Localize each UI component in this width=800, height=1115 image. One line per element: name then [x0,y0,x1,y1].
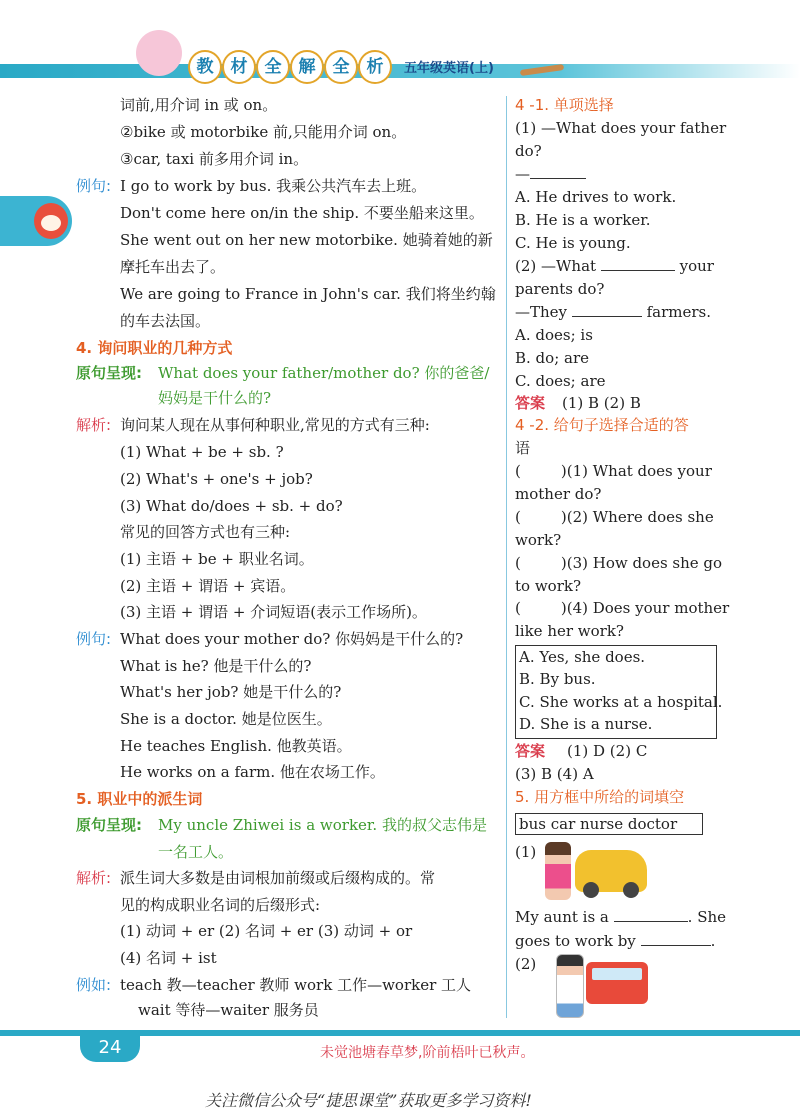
answer-text: (1) D (2) C [567,742,648,760]
option-line: B. He is a worker. [515,211,651,229]
example-line: He teaches English. 他教英语。 [120,737,352,755]
car-wheel-icon [583,882,599,898]
example-line: She went out on her new motorbike. 她骑着她的新 [120,231,493,249]
example-line: What is he? 他是干什么的? [120,657,312,675]
match-line: like her work? [515,622,624,640]
answer-blank[interactable] [601,256,675,271]
analysis-line: 派生词大多数是由词根加前缀或后缀构成的。常 [120,869,436,887]
orig-line: What does your father/mother do? 你的爸爸/ [158,364,490,382]
example-line: I go to work by bus. 我乘公共汽车去上班。 [120,177,427,195]
question-line [515,256,714,276]
analysis-line: (1) What + be + sb. ? [120,443,284,461]
doctor-figure-icon [556,954,584,1018]
fill-text: . She [687,908,727,926]
analysis-line: 询问某人现在从事何种职业,常见的方式有三种: [120,416,430,434]
analysis-line: (1) 动词 + er (2) 名词 + er (3) 动词 + or [120,922,413,940]
question-text: —They [515,303,568,321]
exercise-heading: 4 -2. 给句子选择合适的答 [515,416,689,434]
title-char: 全 [324,50,358,84]
example-line: What's her job? 她是干什么的? [120,683,342,701]
title-char: 解 [290,50,324,84]
analysis-line: (2) 主语 + 谓语 + 宾语。 [120,577,296,595]
fill-text: goes to work by [515,932,636,950]
match-line: mother do? [515,485,602,503]
answer-blank[interactable] [572,302,642,317]
example-label: 例句: [76,630,112,648]
analysis-line: (2) What's + one's + job? [120,470,313,488]
example-line: We are going to France in John's car. 我们将坐约翰 [120,285,496,303]
option-line: A. He drives to work. [515,188,677,206]
example-line: 的车去法国。 [120,312,211,330]
woman-figure-icon [545,842,571,900]
orig-label: 原句呈现: [76,364,142,382]
analysis-line: (3) 主语 + 谓语 + 介词短语(表示工作场所)。 [120,603,427,621]
title-char: 析 [358,50,392,84]
question-line [515,302,711,322]
match-line: ( )(2) Where does she [515,508,714,526]
analysis-line: (3) What do/does + sb. + do? [120,497,343,515]
match-line: work? [515,531,562,549]
analysis-label: 解析: [76,416,112,434]
option-line: A. does; is [515,326,593,344]
option-line: B. By bus. [519,670,596,688]
match-line: to work? [515,577,581,595]
fill-line [515,907,726,927]
match-line: ( )(3) How does she go [515,554,723,572]
exercise-heading: 4 -1. 单项选择 [515,96,614,114]
match-line: ( )(4) Does your mother [515,599,730,617]
item-label: (2) [515,955,537,973]
orig-line: 妈妈是干什么的? [158,389,272,407]
answer-blank[interactable]: — [515,164,586,184]
question-line: parents do? [515,280,605,298]
title-char: 材 [222,50,256,84]
section-heading: 4. 询问职业的几种方式 [76,339,233,357]
question-text: (2) —What [515,257,597,275]
car-wheel-icon [623,882,639,898]
fill-line [515,931,715,951]
orig-line: My uncle Zhiwei is a worker. 我的叔父志伟是 [158,816,487,834]
match-line: ( )(1) What does your [515,462,712,480]
answer-text: (3) B (4) A [515,765,594,783]
question-line: do? [515,142,542,160]
answer-label: 答案 [515,394,546,412]
example-line: Don't come here on/in the ship. 不要坐船来这里。 [120,204,484,222]
answer-label: 答案 [515,742,546,760]
answer-text: (1) B (2) B [562,394,641,412]
option-line: D. She is a nurse. [519,715,653,733]
exercise-heading-cont: 语 [515,439,531,457]
page-number: 24 [80,1034,140,1062]
match-text: (2) Where does she [566,508,714,526]
exercise-heading: 5. 用方框中所给的词填空 [515,788,685,806]
item-label: (1) [515,843,537,861]
example-label: 例如: [76,976,112,994]
section-heading: 5. 职业中的派生词 [76,790,203,808]
option-line: B. do; are [515,349,590,367]
answer-blank[interactable] [641,931,711,946]
option-line: C. does; are [515,372,606,390]
question-text: your [679,257,714,275]
option-line: A. Yes, she does. [519,648,646,666]
example-line: What does your mother do? 你妈妈是干什么的? [120,630,464,648]
analysis-line: 常见的回答方式也有三种: [120,523,291,541]
example-line: He works on a farm. 他在农场工作。 [120,763,385,781]
example-line: wait 等待—waiter 服务员 [138,1001,319,1019]
fill-text: . [710,932,716,950]
mascot-icon [136,30,182,76]
header-band [0,64,800,78]
match-text: (3) How does she go [566,554,723,572]
column-divider [506,96,507,1018]
example-label: 例句: [76,177,112,195]
example-line: She is a doctor. 她是位医生。 [120,710,332,728]
match-text: (4) Does your mother [566,599,730,617]
bus-window-icon [592,968,642,980]
footer-quote: 未觉池塘春草梦,阶前梧叶已秋声。 [320,1045,535,1061]
match-text: (1) What does your [566,462,712,480]
option-line: C. She works at a hospital. [519,693,723,711]
question-text: farmers. [646,303,711,321]
orig-label: 原句呈现: [76,816,142,834]
orig-line: 一名工人。 [158,843,234,861]
book-subtitle: 五年级英语(上) [404,61,494,76]
example-line: 摩托车出去了。 [120,258,226,276]
fill-text: My aunt is a [515,908,609,926]
mascot-face-icon [34,203,68,239]
analysis-line: 见的构成职业名词的后缀形式: [120,896,321,914]
answer-blank[interactable] [614,907,688,922]
watermark-text: 关注微信公众号“捷思课堂”获取更多学习资料! [205,1091,532,1110]
title-char: 全 [256,50,290,84]
analysis-label: 解析: [76,869,112,887]
example-line: teach 教—teacher 教师 work 工作—worker 工人 [120,976,472,994]
option-line: C. He is young. [515,234,631,252]
text-line: 词前,用介词 in 或 on。 [120,96,278,114]
word-box-text: bus car nurse doctor [519,815,678,833]
analysis-line: (1) 主语 + be + 职业名词。 [120,550,314,568]
title-char: 教 [188,50,222,84]
text-line: ③car, taxi 前多用介词 in。 [120,150,309,168]
analysis-line: (4) 名词 + ist [120,949,217,967]
text-line: ②bike 或 motorbike 前,只能用介词 on。 [120,123,407,141]
question-line: (1) —What does your father [515,119,727,137]
